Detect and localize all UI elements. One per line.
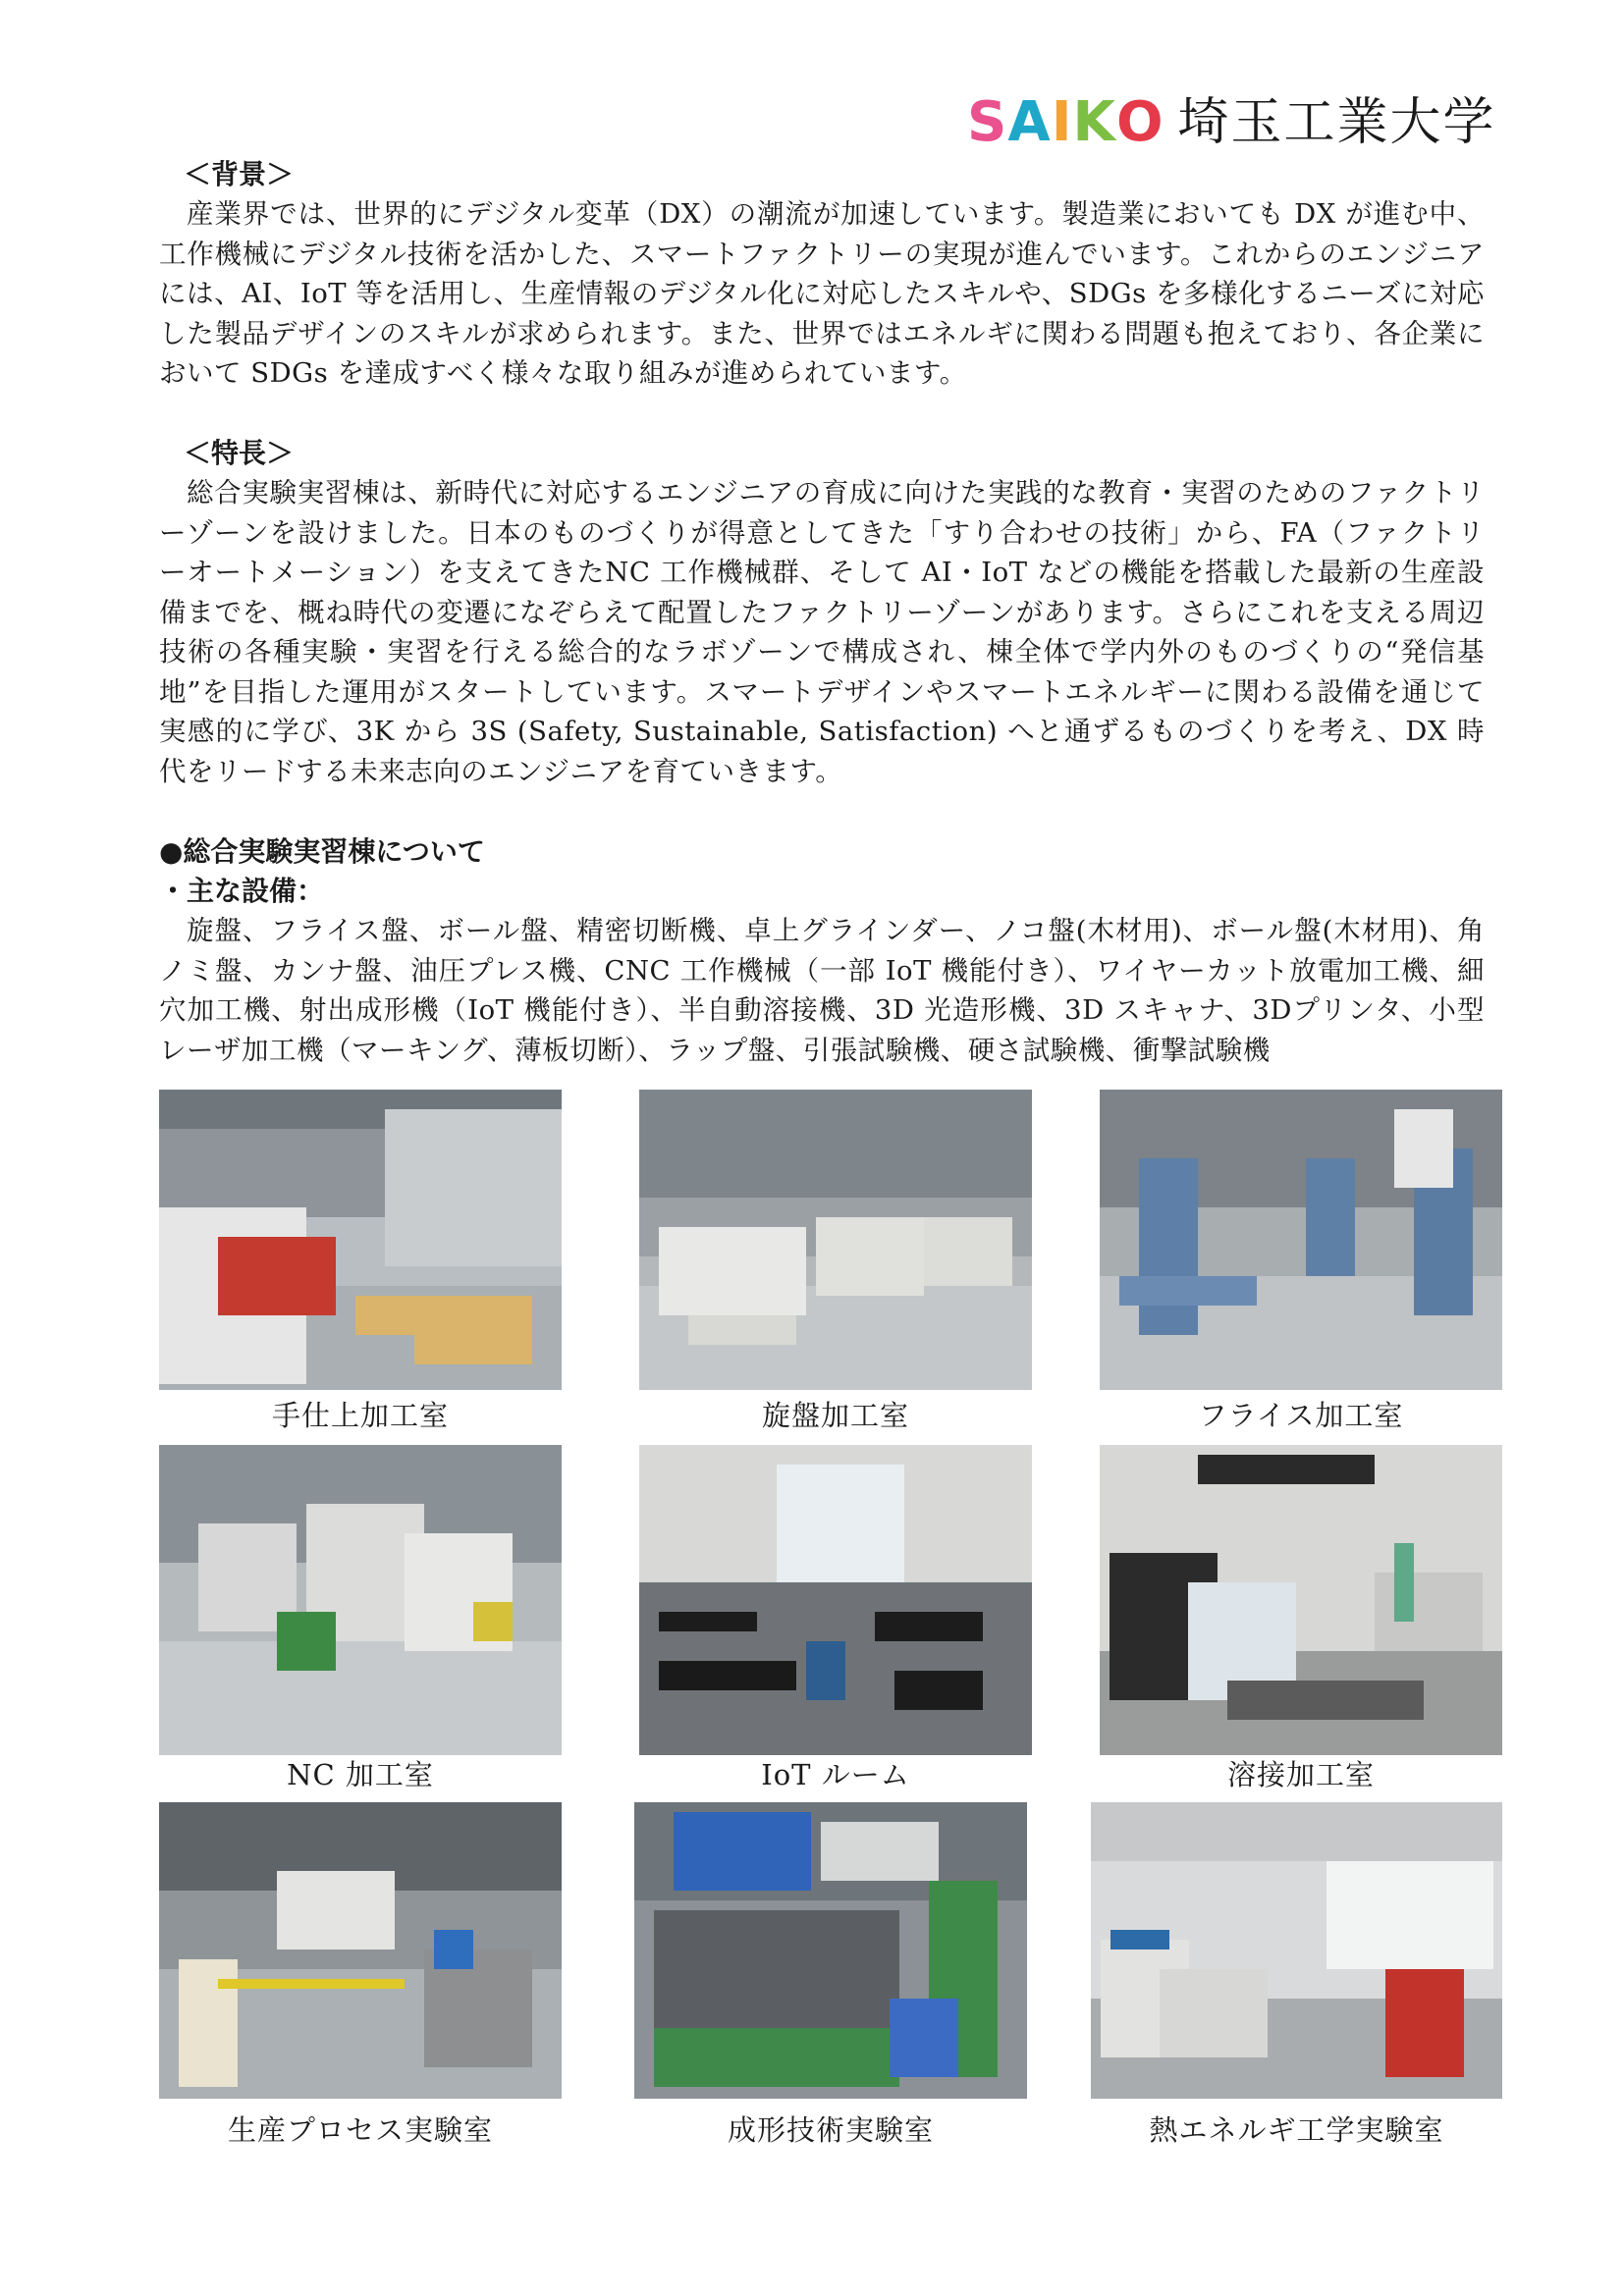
university-logo: [967, 90, 1496, 155]
photo-caption: 溶接加工室: [1226, 1758, 1375, 1791]
logo-letter: K: [1072, 90, 1116, 154]
photo-lathe-room: [639, 1090, 1032, 1390]
photo-nc-machining-room: [159, 1445, 562, 1755]
photo-caption: NC 加工室: [287, 1758, 434, 1791]
logo-letter: O: [1115, 90, 1164, 154]
equipment-text: 旋盤、フライス盤、ボール盤、精密切断機、卓上グラインダー、ノコ盤(木材用)、ボール盤(木材用)、角ノミ盤、カンナ盤、油圧プレス機、CNC 工作機械（一部 IoT 機能付き）、ワイヤーカット放電加工機、細穴加工機、射出成形機（IoT 機能付き）、半自動溶接機、3D 光造形機、3D スキャナ、3Dプリンタ、小型レーザ加工機（マーキング、薄板切断）、ラップ盤、引張試験機、硬さ試験機、衝撃試験機: [159, 915, 1485, 1066]
logo-letter: I: [1051, 90, 1073, 154]
logo-letter: A: [1007, 90, 1052, 154]
logo-letter: S: [967, 90, 1008, 154]
saiko-logo-mark: [967, 90, 1164, 154]
photo-caption: 熱エネルギ工学実験室: [1149, 2113, 1444, 2147]
photo-milling-room: [1100, 1090, 1502, 1390]
photo-caption: 生産プロセス実験室: [227, 2113, 493, 2147]
background-heading: ＜背景＞: [184, 158, 295, 190]
features-heading: ＜特長＞: [184, 437, 295, 469]
facility-heading: ●総合実験実習棟について: [159, 835, 485, 868]
features-text: 総合実験実習棟は、新時代に対応するエンジニアの育成に向けた実践的な教育・実習のためのファクトリーゾーンを設けました。日本のものづくりが得意としてきた「すり合わせの技術」から、FA（ファクトリーオートメーション）を支えてきたNC 工作機械群、そして AI・IoT などの機能を搭載した最新の生産設備までを、概ね時代の変遷になぞらえて配置したファクトリーゾーンがあります。さらにこれを支える周辺技術の各種実験・実習を行える総合的なラボゾーンで構成され、棟全体で学内外のものづくりの“発信基地”を目指した運用がスタートしています。スマートデザインやスマートエネルギーに関わる設備を通じて実感的に学び、3K から 3S (Safety, Sustainable, Satisfaction) へと通ずるものづくりを考え、DX 時代をリードする未来志向のエンジニアを育ていきます。: [159, 477, 1485, 787]
background-text: 産業界では、世界的にデジタル変革（DX）の潮流が加速しています。製造業においても DX が進む中、工作機械にデジタル技術を活かした、スマートファクトリーの実現が進んでいます。これからのエンジニアには、AI、IoT 等を活用し、生産情報のデジタル化に対応したスキルや、SDGs を多様化するニーズに対応した製品デザインのスキルが求められます。また、世界ではエネルギに関わる問題も抱えており、各企業において SDGs を達成すべく様々な取り組みが進められています。: [159, 198, 1485, 389]
background-section: [159, 155, 1485, 394]
photo-caption: 成形技術実験室: [727, 2113, 934, 2147]
photo-welding-room: [1100, 1445, 1502, 1755]
photo-iot-room: [639, 1445, 1032, 1755]
equipment-heading: ・主な設備：: [159, 875, 325, 907]
photo-thermal-energy-lab: [1091, 1802, 1502, 2099]
photo-production-process-lab: [159, 1802, 562, 2099]
photo-hand-finishing-room: [159, 1090, 562, 1390]
photo-caption: フライス加工室: [1198, 1399, 1404, 1432]
photo-caption: IoT ルーム: [761, 1758, 910, 1791]
photo-caption: 旋盤加工室: [761, 1399, 909, 1432]
photo-caption: 手仕上加工室: [271, 1399, 449, 1432]
university-name: 埼玉工業大学: [1177, 93, 1496, 152]
features-section: [159, 434, 1485, 791]
facility-section: [159, 832, 1485, 1070]
photo-molding-technology-lab: [634, 1802, 1027, 2099]
